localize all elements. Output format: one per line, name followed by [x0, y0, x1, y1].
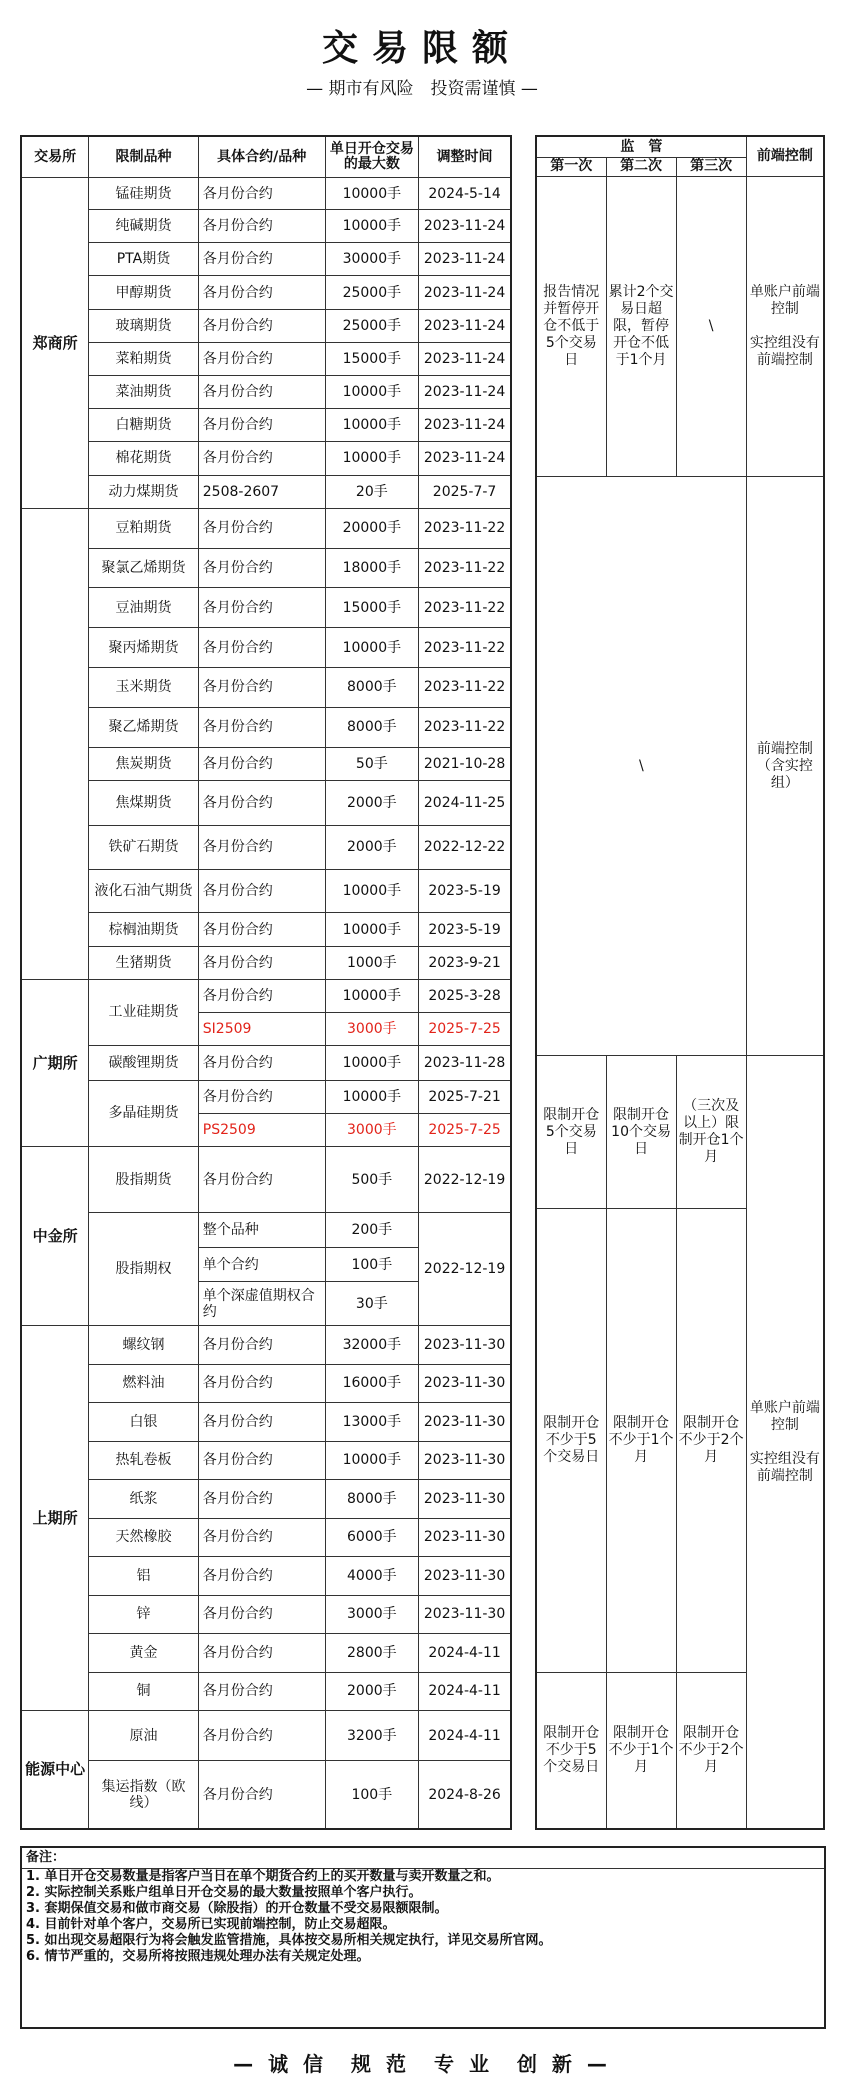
max-open-cell: 3000手: [325, 1595, 419, 1633]
ine-third: 限制开仓不少于2个月: [676, 1672, 746, 1829]
table-row: [21, 1326, 511, 1364]
product-cell: 聚氯乙烯期货: [89, 548, 199, 588]
table-row: [21, 548, 511, 588]
third-violation-header: 第三次: [676, 157, 746, 176]
contract-cell: 各月份合约: [198, 1710, 325, 1760]
adjust-date-cell: 2023-11-24: [419, 409, 511, 442]
table-row: [21, 1364, 511, 1402]
cffex-first: 限制开仓5个交易日: [536, 1056, 606, 1209]
note-item: 4. 目前针对单个客户，交易所已实现前端控制，防止交易超限。: [26, 1917, 396, 1932]
product-cell: 股指期货: [89, 1146, 199, 1212]
adjust-date-cell: 2023-5-19: [419, 913, 511, 946]
contract-cell: 各月份合约: [198, 210, 325, 243]
product-cell: 天然橡胶: [89, 1518, 199, 1556]
table-row: [21, 276, 511, 309]
adjust-date-cell: 2023-11-24: [419, 243, 511, 276]
note-item: 1. 单日开仓交易数量是指客户当日在单个期货合约上的买开数量与卖开数量之和。: [26, 1869, 500, 1884]
max-open-cell: 8000手: [325, 707, 419, 747]
product-cell: 豆粕期货: [89, 508, 199, 548]
cffex-second: 限制开仓10个交易日: [606, 1056, 676, 1209]
contract-cell: 各月份合约: [198, 342, 325, 375]
contract-cell: 各月份合约: [198, 825, 325, 869]
table-row: [21, 1080, 511, 1113]
adjust-date-cell: 2022-12-19: [419, 1146, 511, 1212]
max-open-cell: 2000手: [325, 825, 419, 869]
contract-cell: 各月份合约: [198, 628, 325, 668]
max-open-cell: 50手: [325, 747, 419, 780]
supervision-table: [535, 135, 825, 1830]
adjust-date-col-header: 调整时间: [419, 136, 511, 178]
product-cell: 聚丙烯期货: [89, 628, 199, 668]
adjust-date-cell: 2024-4-11: [419, 1634, 511, 1672]
exchange-name-ine: 能源中心: [21, 1710, 89, 1829]
max-open-cell: 10000手: [325, 210, 419, 243]
adjust-date-cell: 2025-7-21: [419, 1080, 511, 1113]
table-row: [21, 243, 511, 276]
table-row: [21, 1761, 511, 1829]
product-cell: 纯碱期货: [89, 210, 199, 243]
table-row: [21, 442, 511, 475]
product-cell: 焦炭期货: [89, 747, 199, 780]
exchange-name-gfex: 广期所: [21, 979, 89, 1146]
zce-front-control: 单账户前端控制 实控组没有前端控制: [746, 176, 824, 476]
page-subtitle: — 期市有风险 投资需谨慎 —: [306, 79, 538, 99]
max-open-cell: 10000手: [325, 442, 419, 475]
contract-cell: 整个品种: [198, 1213, 325, 1248]
adjust-date-cell: 2025-7-25: [419, 1113, 511, 1146]
product-cell: 螺纹钢: [89, 1326, 199, 1364]
ine-second: 限制开仓不少于1个月: [606, 1672, 676, 1829]
table-row: [21, 1710, 511, 1760]
table-row: [21, 1213, 511, 1248]
max-open-cell: 10000手: [325, 979, 419, 1012]
contract-cell: 各月份合约: [198, 707, 325, 747]
table-row: [21, 376, 511, 409]
limits-table: [20, 135, 512, 1830]
max-open-cell: 16000手: [325, 1364, 419, 1402]
adjust-date-cell: 2023-11-30: [419, 1364, 511, 1402]
adjust-date-cell: 2023-5-19: [419, 869, 511, 913]
table-row: [21, 342, 511, 375]
product-cell: 白糖期货: [89, 409, 199, 442]
max-open-cell: 30手: [325, 1282, 419, 1326]
adjust-date-cell: 2023-11-22: [419, 548, 511, 588]
adjust-date-cell: 2023-11-30: [419, 1441, 511, 1479]
shfe-first: 限制开仓不少于5个交易日: [536, 1209, 606, 1672]
contract-cell: 各月份合约: [198, 1634, 325, 1672]
max-open-cell: 3000手: [325, 1012, 419, 1045]
dce-gfex-front-control: 前端控制（含实控组）: [746, 477, 824, 1056]
table-row: [21, 1441, 511, 1479]
cffex-third: （三次及以上）限制开仓1个月: [676, 1056, 746, 1209]
adjust-date-cell: 2023-11-24: [419, 309, 511, 342]
product-cell: 铝: [89, 1557, 199, 1595]
product-cell: PTA期货: [89, 243, 199, 276]
adjust-date-cell: 2023-11-22: [419, 707, 511, 747]
zce-third: \: [676, 176, 746, 476]
contract-cell: 各月份合约: [198, 1480, 325, 1518]
product-cell: 股指期权: [89, 1213, 199, 1326]
table-row: [21, 1634, 511, 1672]
adjust-date-cell: 2024-8-26: [419, 1761, 511, 1829]
adjust-date-cell: 2023-11-22: [419, 588, 511, 628]
exchange-name-zce: 郑商所: [21, 178, 89, 508]
contract-cell: 各月份合约: [198, 1326, 325, 1364]
table-row: [21, 979, 511, 1012]
contract-cell: 各月份合约: [198, 747, 325, 780]
adjust-date-cell: 2023-11-24: [419, 342, 511, 375]
adjust-date-cell: 2023-11-30: [419, 1595, 511, 1633]
max-open-cell: 500手: [325, 1146, 419, 1212]
max-open-cell: 15000手: [325, 342, 419, 375]
contract-cell: 各月份合约: [198, 1672, 325, 1710]
footer-motto: — 诚 信 规 范 专 业 创 新 —: [233, 2052, 611, 2076]
table-row: [21, 178, 511, 210]
product-cell: 原油: [89, 1710, 199, 1760]
table-row: [21, 588, 511, 628]
max-open-cell: 25000手: [325, 309, 419, 342]
contract-cell: 各月份合约: [198, 1364, 325, 1402]
product-cell: 棕榈油期货: [89, 913, 199, 946]
product-cell: 工业硅期货: [89, 979, 199, 1045]
contract-cell: 各月份合约: [198, 1761, 325, 1829]
max-open-col-header: 单日开仓交易的最大数: [325, 136, 419, 178]
adjust-date-cell: 2023-11-30: [419, 1326, 511, 1364]
exchange-name-dce: [21, 508, 89, 979]
adjust-date-cell: 2023-11-30: [419, 1403, 511, 1441]
table-row: [21, 1557, 511, 1595]
max-open-cell: 32000手: [325, 1326, 419, 1364]
product-cell: 菜油期货: [89, 376, 199, 409]
contract-cell: 各月份合约: [198, 1403, 325, 1441]
adjust-date-cell: 2022-12-22: [419, 825, 511, 869]
page-title: 交易限额: [321, 28, 522, 69]
contract-cell: 各月份合约: [198, 178, 325, 210]
product-cell: 棉花期货: [89, 442, 199, 475]
max-open-cell: 3200手: [325, 1710, 419, 1760]
contract-cell: 各月份合约: [198, 869, 325, 913]
table-row: [21, 825, 511, 869]
shfe-third: 限制开仓不少于2个月: [676, 1209, 746, 1672]
max-open-cell: 10000手: [325, 913, 419, 946]
ine-first: 限制开仓不少于5个交易日: [536, 1672, 606, 1829]
contract-cell: 2508-2607: [198, 475, 325, 508]
contract-cell: 各月份合约: [198, 1595, 325, 1633]
adjust-date-cell: 2023-9-21: [419, 946, 511, 979]
max-open-cell: 8000手: [325, 667, 419, 707]
adjust-date-cell: 2024-5-14: [419, 178, 511, 210]
adjust-date-cell: 2023-11-22: [419, 508, 511, 548]
exchange-name-cffex: 中金所: [21, 1146, 89, 1325]
table-row: [21, 946, 511, 979]
table-row: [21, 475, 511, 508]
contract-cell: 各月份合约: [198, 780, 325, 825]
product-cell: 豆油期货: [89, 588, 199, 628]
contract-cell: 各月份合约: [198, 979, 325, 1012]
max-open-cell: 18000手: [325, 548, 419, 588]
contract-cell: SI2509: [198, 1012, 325, 1045]
max-open-cell: 200手: [325, 1213, 419, 1248]
product-cell: 液化石油气期货: [89, 869, 199, 913]
product-cell: 甲醇期货: [89, 276, 199, 309]
max-open-cell: 25000手: [325, 276, 419, 309]
table-row: [21, 707, 511, 747]
contract-cell: 单个合约: [198, 1247, 325, 1282]
adjust-date-cell: 2024-4-11: [419, 1710, 511, 1760]
max-open-cell: 10000手: [325, 1441, 419, 1479]
max-open-cell: 2000手: [325, 780, 419, 825]
product-cell: 生猪期货: [89, 946, 199, 979]
adjust-date-cell: 2024-4-11: [419, 1672, 511, 1710]
table-row: [21, 1480, 511, 1518]
shfe-front-control: 单账户前端控制 实控组没有前端控制: [746, 1056, 824, 1829]
max-open-cell: 2800手: [325, 1634, 419, 1672]
notes-box: [20, 1846, 826, 2029]
max-open-cell: 10000手: [325, 1046, 419, 1081]
product-cell: 集运指数（欧线）: [89, 1761, 199, 1829]
adjust-date-cell: 2023-11-28: [419, 1046, 511, 1081]
contract-cell: 各月份合约: [198, 376, 325, 409]
table-row: [21, 747, 511, 780]
contract-cell: 各月份合约: [198, 1146, 325, 1212]
table-header-row: [21, 136, 511, 178]
table-row: [21, 667, 511, 707]
table-row: [21, 628, 511, 668]
note-item: 5. 如出现交易超限行为将会触发监管措施，具体按交易所相关规定执行，详见交易所官网。: [26, 1933, 552, 1948]
contract-col-header: 具体合约/品种: [198, 136, 325, 178]
adjust-date-cell: 2024-11-25: [419, 780, 511, 825]
note-item: 3. 套期保值交易和做市商交易（除股指）的开仓数量不受交易限额限制。: [26, 1901, 448, 1916]
product-cell: 黄金: [89, 1634, 199, 1672]
max-open-cell: 1000手: [325, 946, 419, 979]
first-violation-header: 第一次: [536, 157, 606, 176]
max-open-cell: 10000手: [325, 178, 419, 210]
max-open-cell: 15000手: [325, 588, 419, 628]
table-row: [21, 1595, 511, 1633]
exchange-name-shfe: 上期所: [21, 1326, 89, 1711]
contract-cell: 各月份合约: [198, 667, 325, 707]
max-open-cell: 13000手: [325, 1403, 419, 1441]
contract-cell: 各月份合约: [198, 442, 325, 475]
max-open-cell: 3000手: [325, 1113, 419, 1146]
adjust-date-cell: 2023-11-30: [419, 1480, 511, 1518]
note-item: 2. 实际控制关系账户组单日开仓交易的最大数量按照单个客户执行。: [26, 1885, 422, 1900]
table-row: [21, 210, 511, 243]
shfe-second: 限制开仓不少于1个月: [606, 1209, 676, 1672]
adjust-date-cell: 2023-11-22: [419, 667, 511, 707]
zce-second: 累计2个交易日超限，暂停开仓不低于1个月: [606, 176, 676, 476]
adjust-date-cell: 2023-11-22: [419, 628, 511, 668]
table-row: [21, 309, 511, 342]
adjust-date-cell: 2023-11-30: [419, 1557, 511, 1595]
max-open-cell: 100手: [325, 1761, 419, 1829]
dce-gfex-supervision: \: [536, 477, 746, 1056]
table-row: [21, 409, 511, 442]
product-cell: 锌: [89, 1595, 199, 1633]
contract-cell: 各月份合约: [198, 276, 325, 309]
adjust-date-cell: 2023-11-24: [419, 442, 511, 475]
table-row: [21, 913, 511, 946]
max-open-cell: 10000手: [325, 628, 419, 668]
product-cell: 碳酸锂期货: [89, 1046, 199, 1081]
contract-cell: 各月份合约: [198, 508, 325, 548]
adjust-date-cell: 2025-7-25: [419, 1012, 511, 1045]
max-open-cell: 10000手: [325, 409, 419, 442]
contract-cell: 各月份合约: [198, 913, 325, 946]
product-cell: 菜粕期货: [89, 342, 199, 375]
product-col-header: 限制品种: [89, 136, 199, 178]
product-cell: 多晶硅期货: [89, 1080, 199, 1146]
contract-cell: PS2509: [198, 1113, 325, 1146]
contract-cell: 各月份合约: [198, 548, 325, 588]
adjust-date-cell: 2025-3-28: [419, 979, 511, 1012]
front-control-header: 前端控制: [746, 136, 824, 176]
exchange-col-header: 交易所: [21, 136, 89, 178]
max-open-cell: 20手: [325, 475, 419, 508]
product-cell: 焦煤期货: [89, 780, 199, 825]
product-cell: 燃料油: [89, 1364, 199, 1402]
adjust-date-cell: 2023-11-30: [419, 1518, 511, 1556]
contract-cell: 各月份合约: [198, 1441, 325, 1479]
max-open-cell: 6000手: [325, 1518, 419, 1556]
table-row: [21, 780, 511, 825]
max-open-cell: 2000手: [325, 1672, 419, 1710]
max-open-cell: 10000手: [325, 1080, 419, 1113]
table-row: [21, 1672, 511, 1710]
product-cell: 玉米期货: [89, 667, 199, 707]
notes-title: 备注：: [22, 1848, 824, 1869]
product-cell: 纸浆: [89, 1480, 199, 1518]
adjust-date-cell: 2021-10-28: [419, 747, 511, 780]
product-cell: 玻璃期货: [89, 309, 199, 342]
adjust-date-cell: 2022-12-19: [419, 1213, 511, 1326]
table-row: [21, 508, 511, 548]
table-row: [21, 1146, 511, 1212]
product-cell: 铁矿石期货: [89, 825, 199, 869]
contract-cell: 各月份合约: [198, 588, 325, 628]
contract-cell: 各月份合约: [198, 243, 325, 276]
contract-cell: 各月份合约: [198, 1046, 325, 1081]
supervision-header: 监 管: [536, 136, 746, 157]
max-open-cell: 10000手: [325, 869, 419, 913]
table-row: [21, 1403, 511, 1441]
contract-cell: 各月份合约: [198, 1518, 325, 1556]
max-open-cell: 10000手: [325, 376, 419, 409]
product-cell: 锰硅期货: [89, 178, 199, 210]
max-open-cell: 8000手: [325, 1480, 419, 1518]
contract-cell: 各月份合约: [198, 1557, 325, 1595]
adjust-date-cell: 2023-11-24: [419, 210, 511, 243]
contract-cell: 各月份合约: [198, 309, 325, 342]
contract-cell: 单个深虚值期权合约: [198, 1282, 325, 1326]
product-cell: 热轧卷板: [89, 1441, 199, 1479]
contract-cell: 各月份合约: [198, 946, 325, 979]
table-row: [21, 1518, 511, 1556]
product-cell: 白银: [89, 1403, 199, 1441]
second-violation-header: 第二次: [606, 157, 676, 176]
adjust-date-cell: 2023-11-24: [419, 276, 511, 309]
max-open-cell: 100手: [325, 1247, 419, 1282]
max-open-cell: 20000手: [325, 508, 419, 548]
table-row: [21, 869, 511, 913]
zce-first: 报告情况并暂停开仓不低于5个交易日: [536, 176, 606, 476]
table-row: [21, 1046, 511, 1081]
max-open-cell: 4000手: [325, 1557, 419, 1595]
contract-cell: 各月份合约: [198, 1080, 325, 1113]
product-cell: 铜: [89, 1672, 199, 1710]
max-open-cell: 30000手: [325, 243, 419, 276]
product-cell: 动力煤期货: [89, 475, 199, 508]
contract-cell: 各月份合约: [198, 409, 325, 442]
product-cell: 聚乙烯期货: [89, 707, 199, 747]
adjust-date-cell: 2025-7-7: [419, 475, 511, 508]
adjust-date-cell: 2023-11-24: [419, 376, 511, 409]
note-item: 6. 情节严重的，交易所将按照违规处理办法有关规定处理。: [26, 1949, 370, 1964]
